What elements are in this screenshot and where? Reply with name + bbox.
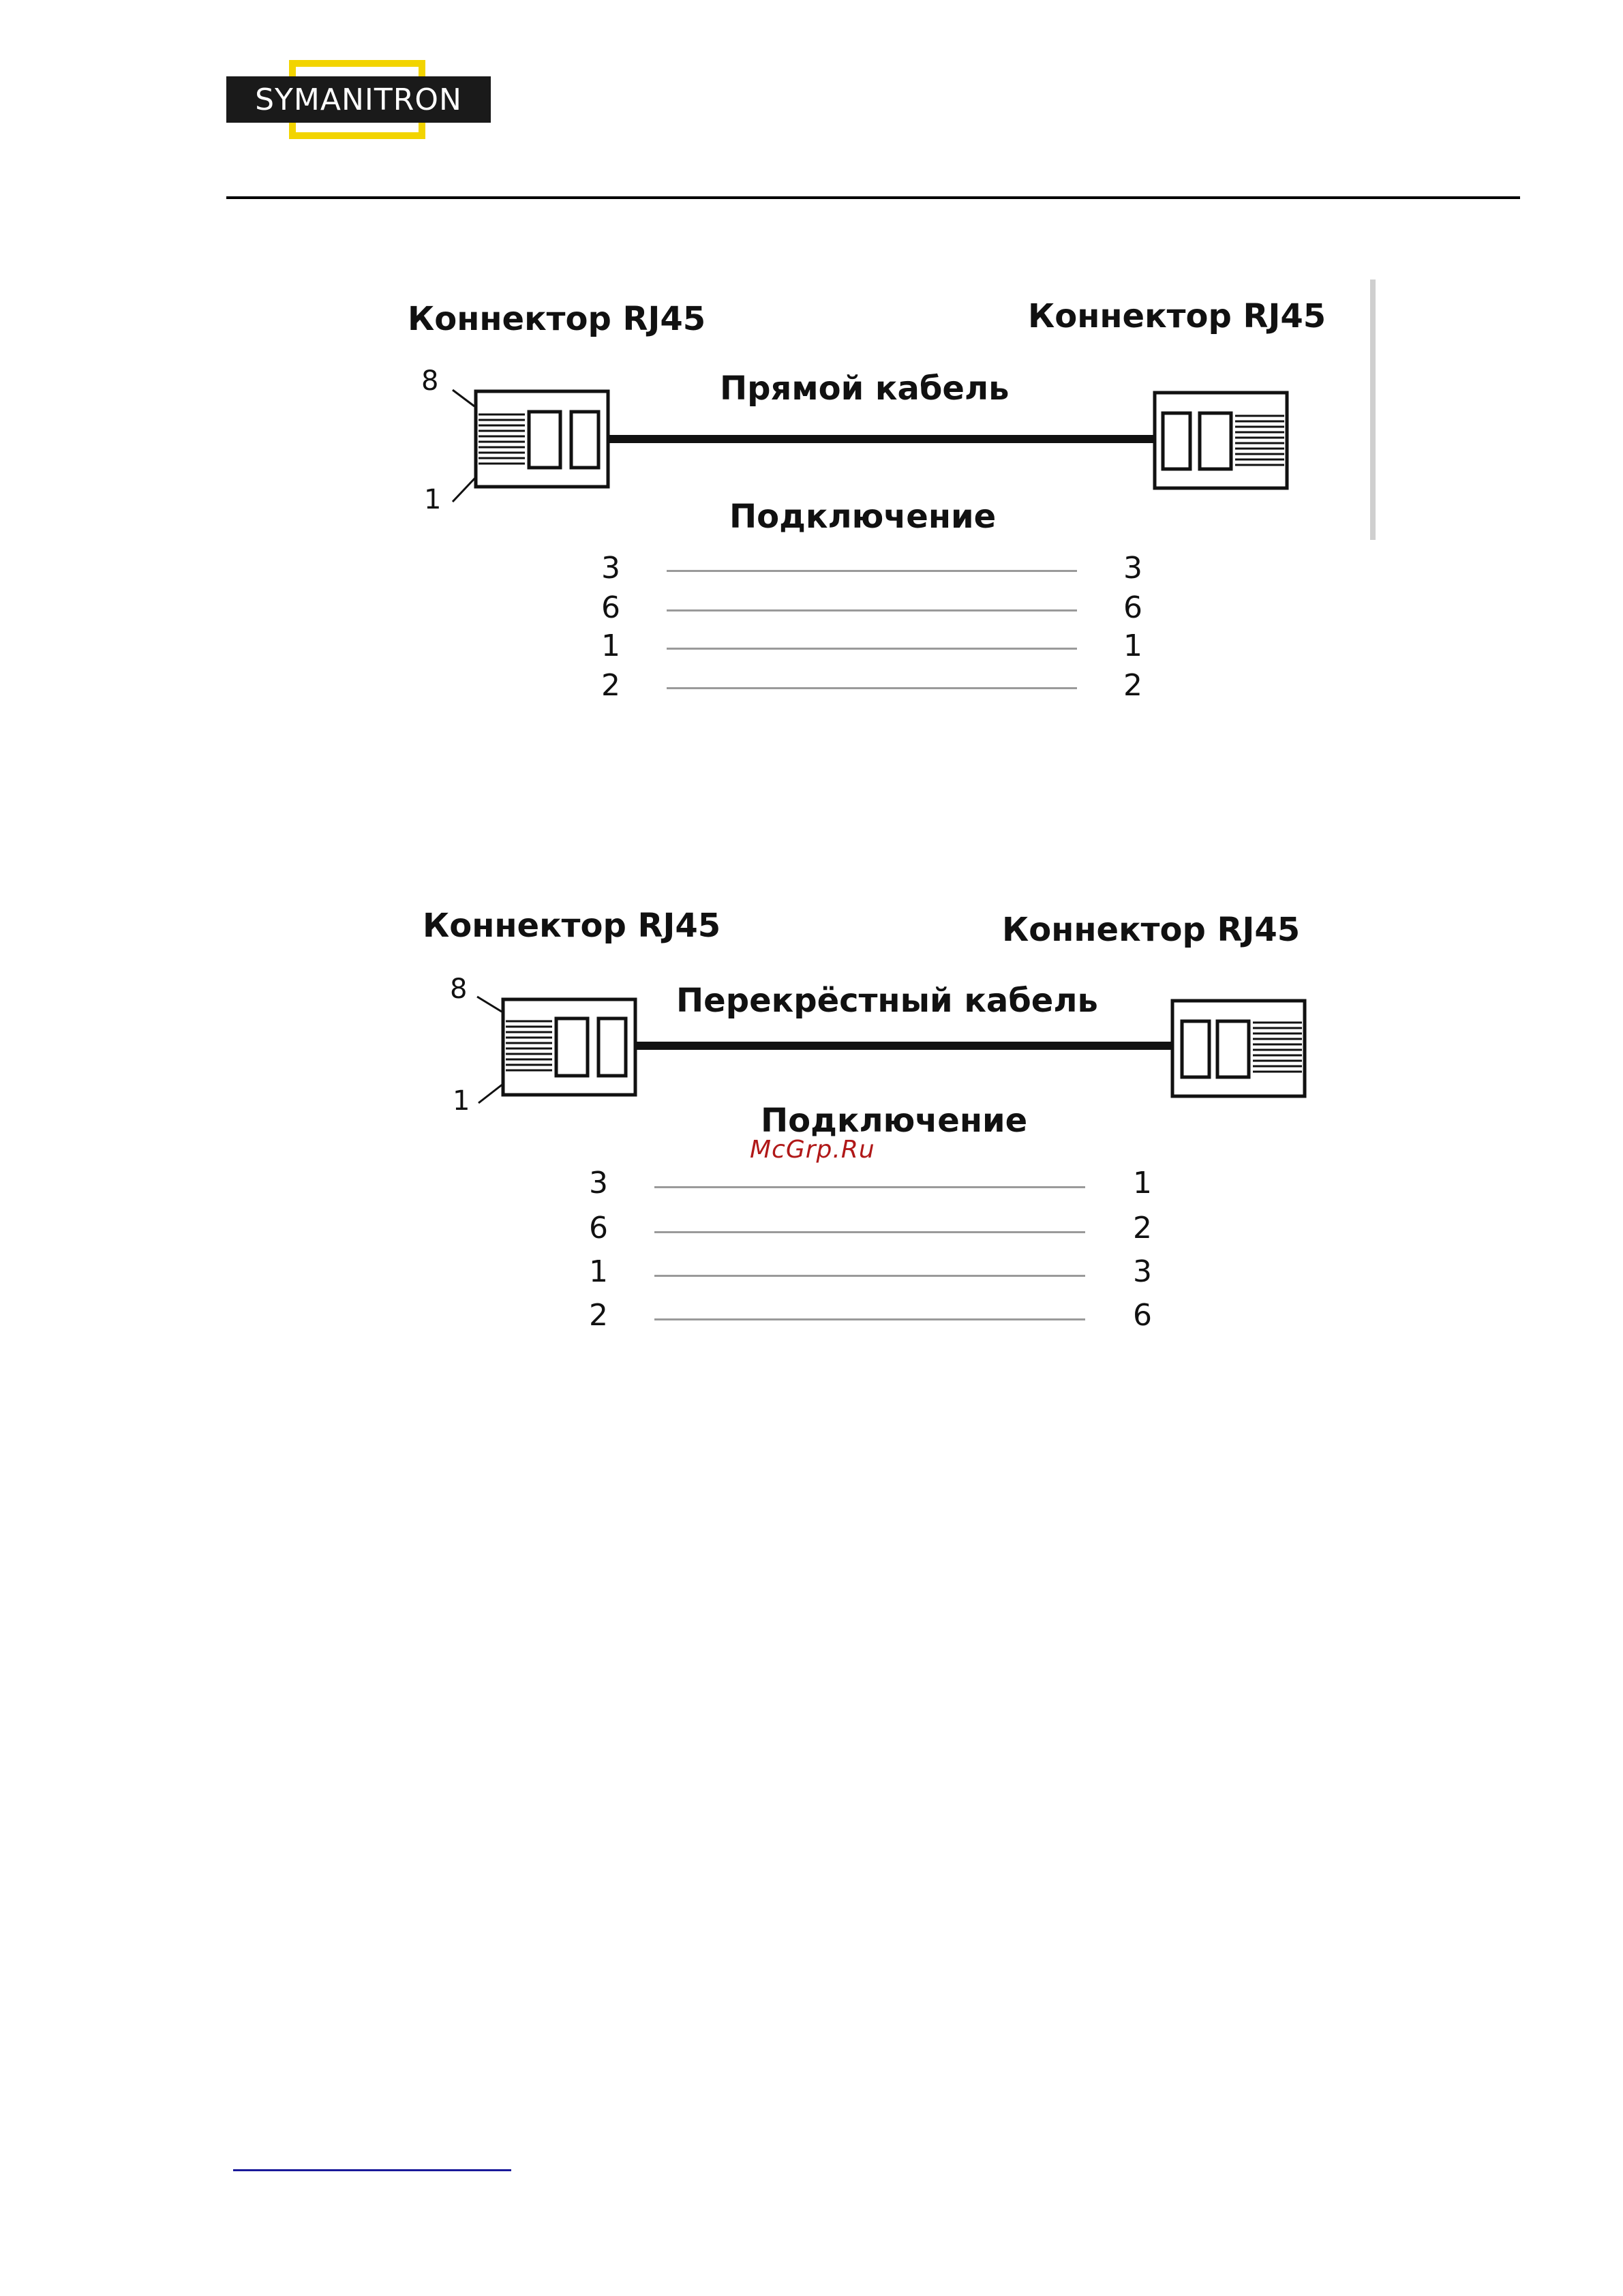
wire-left-pin: 2 [601, 668, 620, 703]
wire-line [654, 1186, 1085, 1188]
right-connector-label: Коннектор RJ45 [1002, 911, 1301, 949]
left-rj45-plug [503, 999, 635, 1095]
footnote-divider [233, 2169, 511, 2171]
wire-right-pin: 1 [1133, 1166, 1152, 1200]
cable-title: Прямой кабель [720, 369, 1010, 408]
watermark: McGrp.Ru [750, 1136, 875, 1164]
cable-title: Перекрёстный кабель [676, 982, 1098, 1020]
wire-line [654, 1275, 1085, 1277]
right-connector-label: Коннектор RJ45 [1028, 297, 1326, 335]
wire-line [654, 1231, 1085, 1233]
wire-right-pin: 3 [1133, 1254, 1152, 1289]
wire-line [654, 1318, 1085, 1320]
pin-8-label: 8 [450, 973, 468, 1005]
logo-text: SYMANITRON [255, 82, 462, 117]
wire-right-pin: 1 [1123, 629, 1142, 663]
wire-right-pin: 6 [1133, 1298, 1152, 1333]
wire-left-pin: 2 [589, 1298, 608, 1333]
connection-title: Подключение [761, 1102, 1028, 1140]
wire-left-pin: 3 [601, 551, 620, 586]
wire-left-pin: 6 [601, 590, 620, 625]
connection-title: Подключение [729, 498, 997, 536]
wire-right-pin: 6 [1123, 590, 1142, 625]
pin-1-leader [479, 1084, 503, 1103]
wire-right-pin: 2 [1123, 668, 1142, 703]
wire-left-pin: 6 [589, 1211, 608, 1245]
right-rj45-plug [1172, 1001, 1305, 1096]
pin-8-label: 8 [421, 365, 439, 397]
left-connector-label: Коннектор RJ45 [423, 907, 721, 945]
wire-left-pin: 3 [589, 1166, 608, 1200]
pin-8-leader [477, 997, 502, 1012]
wire-right-pin: 2 [1133, 1211, 1152, 1245]
wire-left-pin: 1 [601, 629, 620, 663]
wire-left-pin: 1 [589, 1254, 608, 1289]
pin-1-label: 1 [453, 1085, 470, 1117]
pin-1-label: 1 [424, 484, 442, 515]
wire-right-pin: 3 [1123, 551, 1142, 586]
right-plug-contacts [1253, 1023, 1302, 1072]
left-connector-label: Коннектор RJ45 [408, 300, 706, 338]
left-plug-contacts [506, 1021, 552, 1070]
